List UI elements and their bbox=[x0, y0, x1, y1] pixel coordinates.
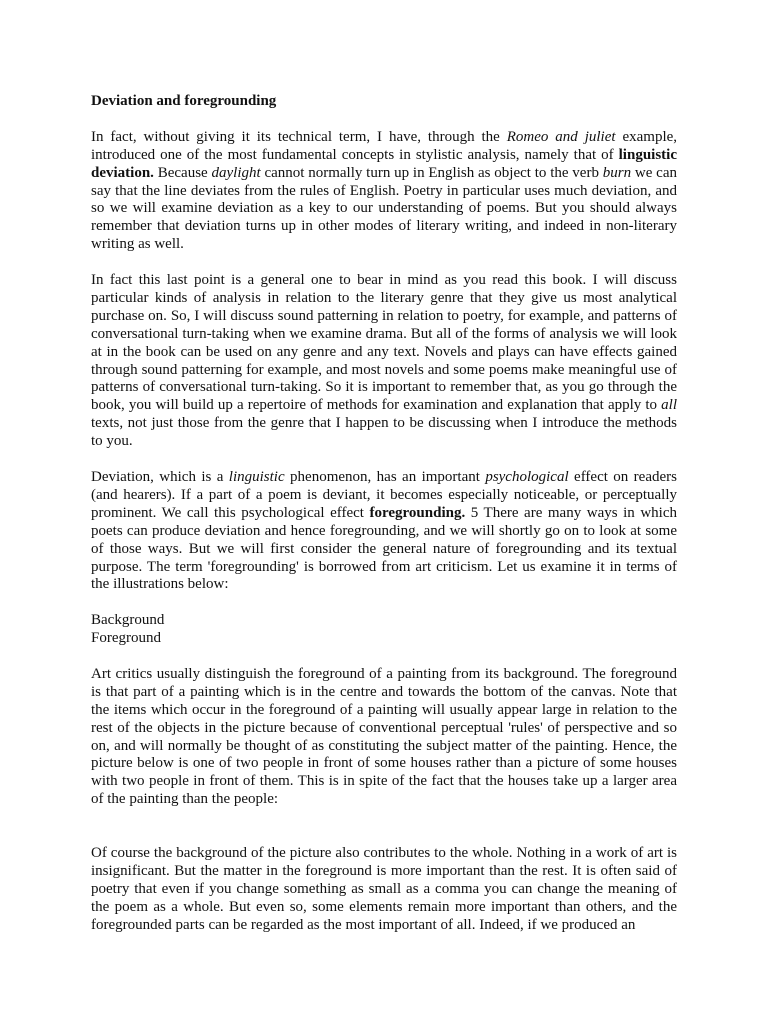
p1-text-5: we can say that the line deviates from the rules of English. Poetry in particular uses much deviation, and so we will examine deviation as a key to our understanding of poems. But you should always remember that deviation turns up in other modes of literary writing, and indeed in non-literary writing as well. bbox=[91, 164, 677, 253]
p2-text-1: In fact this last point is a general one to bear in mind as you read this book. I will discuss particular kinds of analysis in relation to the literary genre that they give us most analytical purchase on. So, I will discuss sound patterning in relation to poetry, for example, and patterns of conversational turn-taking when we examine drama. But all of the forms of analysis we will look at in the book can be used on any genre and any text. Novels and plays can have effects gained through sound patterning for example, and most novels and some poems make meaningful use of patterns of conversational turn-taking. So it is important to remember that, as you go through the book, you will build up a repertoire of methods for examination and explanation that apply to bbox=[91, 272, 677, 414]
paragraph-5: Of course the background of the picture also contributes to the whole. Nothing in a work of art is insignificant. But the matter in the foreground is more important than the rest. It is often said of poetry that even if you change something as small as a comma you can change the meaning of the poem as a whole. But even so, some elements remain more important than others, and the foregrounded parts can be regarded as the most important of all. Indeed, if we produced an bbox=[91, 844, 677, 933]
label-background: Background bbox=[91, 612, 165, 629]
illustration-labels bbox=[91, 612, 677, 648]
document-page bbox=[91, 93, 677, 952]
p3-text-2: phenomenon, has an important bbox=[284, 468, 486, 485]
label-foreground: Foreground bbox=[91, 630, 161, 647]
p1-text-3: Because bbox=[153, 164, 212, 181]
p3-text-4: 5 There are many ways in which poets can produce deviation and hence foregrounding, and we will shortly go on to look at some of those ways. But we will first consider the general nature of foregrounding and its textual purpose. The term 'foregrounding' is borrowed from art criticism. Let us examine it in terms of the illustrations below: bbox=[91, 504, 677, 593]
p1-bold-linguistic-deviation: linguistic deviation. bbox=[91, 146, 677, 181]
paragraph-3 bbox=[91, 469, 677, 594]
p1-italic-romeo: Romeo and juliet bbox=[506, 128, 616, 145]
p3-italic-psychological: psychological bbox=[485, 468, 569, 485]
paragraph-1 bbox=[91, 129, 677, 254]
p1-italic-burn: burn bbox=[602, 164, 632, 181]
p3-text-1: Deviation, which is a bbox=[91, 468, 229, 485]
p1-text-4: cannot normally turn up in English as object to the verb bbox=[260, 164, 603, 181]
p3-text-3: effect on readers (and hearers). If a part of a poem is deviant, it becomes especially noticeable, or perceptually prominent. We call this psychological effect bbox=[91, 468, 677, 521]
p1-text-1: In fact, without giving it its technical term, I have, through the bbox=[91, 128, 507, 145]
p1-text-2: example, introduced one of the most fundamental concepts in stylistic analysis, namely that of bbox=[91, 128, 678, 163]
p2-text-2: texts, not just those from the genre that I happen to be discussing when I introduce the methods to you. bbox=[91, 415, 677, 450]
p1-italic-daylight: daylight bbox=[211, 164, 261, 181]
paragraph-2 bbox=[91, 272, 677, 451]
section-heading: Deviation and foregrounding bbox=[91, 93, 277, 109]
p2-italic-all: all bbox=[661, 397, 677, 414]
p3-bold-foregrounding: foregrounding. bbox=[369, 504, 466, 521]
p3-italic-linguistic: linguistic bbox=[228, 468, 285, 485]
paragraph-4: Art critics usually distinguish the foreground of a painting from its background. The foreground is that part of a painting which is in the centre and towards the bottom of the canvas. Note that the items which occur in the foreground of a painting will usually appear large in relation to the rest of the objects in the picture because of conventional perceptual 'rules' of perspective and so on, and will normally be thought of as constituting the subject matter of the painting. Hence, the picture below is one of two people in front of some houses rather than a picture of some houses with two people in front of them. This is in spite of the fact that the houses take up a larger area of the painting than the people: bbox=[91, 665, 677, 808]
